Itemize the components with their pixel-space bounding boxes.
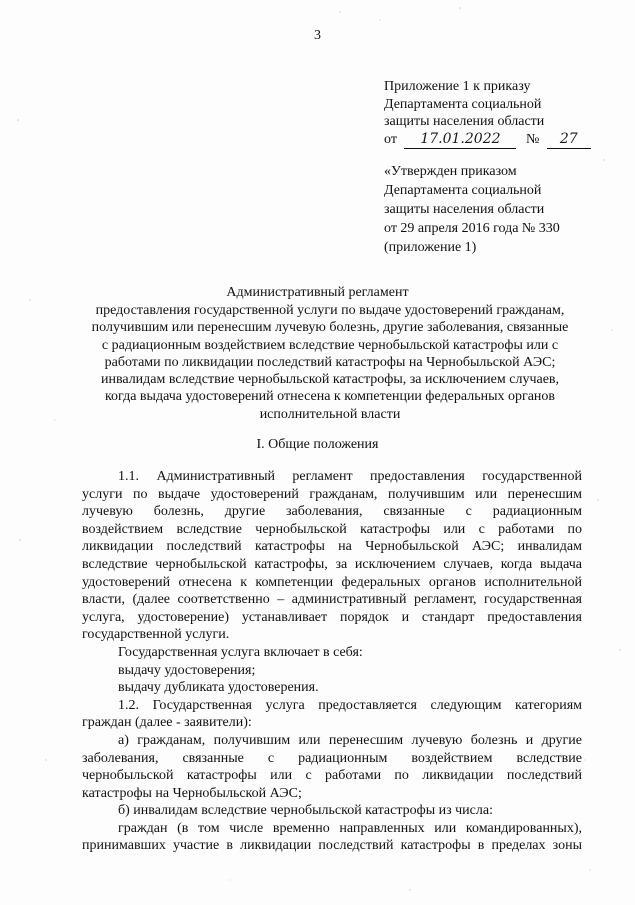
approved-line-5: (приложение 1) <box>384 240 477 255</box>
body-line: 1.1. Административный регламент предоставления государственной <box>118 469 582 484</box>
body-line: граждан (далее - заявители): <box>82 715 252 731</box>
approved-line-4: от 29 апреля 2016 года № 330 <box>384 221 560 236</box>
body-line: Государственная услуга включает в себя: <box>118 644 363 660</box>
approved-line-3: защиты населения области <box>384 202 545 217</box>
body-line: граждан (в том числе временно направленных или командированных), <box>118 820 582 836</box>
approved-line-2: Департамента социальной <box>384 183 542 198</box>
approved-line-1: «Утвержден приказом <box>384 164 517 179</box>
body-line: 1.2. Государственная услуга предоставляется следующим категориям <box>118 697 582 713</box>
annex-line-1: Приложение 1 к приказу <box>384 79 531 94</box>
body-line: вследствие чернобыльской катастрофы, за исключением случаев, когда выдача <box>82 556 582 572</box>
body-line: воздействием вследствие чернобыльской катастрофы или с работами по <box>82 521 582 537</box>
body-line: принимавших участие в ликвидации последствий катастрофы в пределах зоны <box>82 838 582 854</box>
body-line: услуги по выдаче удостоверений гражданам, получившим или перенесшим <box>82 486 582 502</box>
body-line: власти, (далее соответственно – административный регламент, государственная <box>82 592 582 608</box>
annex-line-2: Департамента социальной <box>384 96 542 112</box>
annex-date-line <box>384 131 624 150</box>
body-line: выдачу удостоверения; <box>118 662 256 678</box>
subtitle-line: исполнительной власти <box>259 406 401 422</box>
body-line: катастрофы на Чернобыльской АЭС; <box>82 785 302 801</box>
annex-block <box>384 78 624 149</box>
subtitle-line: получившим или перенесшим лучевую болезнь, другие заболевания, связанные <box>91 320 569 336</box>
annex-date-value: 17.01.2022 <box>404 131 516 150</box>
annex-date-prefix: от <box>384 131 397 147</box>
subtitle-line: когда выдача удостоверений отнесена к компетенции федеральных органов <box>104 389 556 405</box>
approved-by-block <box>384 162 624 257</box>
body-line: а) гражданам, получившим или перенесшим лучевую болезнь и другие <box>118 732 582 748</box>
page-number: 3 <box>314 28 321 43</box>
body-line: чернобыльской катастрофы или с работами по ликвидации последствий <box>82 768 582 784</box>
subtitle-line: с радиационным воздействием вследствие чернобыльской катастрофы или с <box>101 337 559 353</box>
annex-number-value: 27 <box>547 131 591 150</box>
annex-number-prefix: № <box>525 131 540 147</box>
body-line: заболевания, связанные с радиационным воздействием вследствие <box>82 750 582 766</box>
body-line: государственной услуги. <box>82 627 230 643</box>
body-text <box>82 468 582 855</box>
body-line: лучевую болезнь, другие заболевания, связанные с радиационным <box>82 504 582 520</box>
section-heading: I. Общие положения <box>256 437 379 452</box>
document-subtitle <box>70 302 590 423</box>
body-line: удостоверений отнесена к компетенции федеральных органов исполнительной <box>82 574 582 590</box>
body-line: ликвидации последствий катастрофы на Чернобыльской АЭС; инвалидам <box>82 539 582 555</box>
annex-line-3: защиты населения области <box>384 114 545 129</box>
document-title: Административный регламент <box>226 285 409 300</box>
subtitle-line: предоставления государственной услуги по выдаче удостоверений гражданам, <box>95 303 565 318</box>
subtitle-line: инвалидам вследствие чернобыльской катастрофы, за исключением случаев, <box>100 372 560 388</box>
subtitle-line: работами по ликвидации последствий катастрофы на Чернобыльской АЭС; <box>104 354 556 370</box>
body-line: услуга, удостоверение) устанавливает порядок и стандарт предоставления <box>82 609 582 625</box>
body-line: выдачу дубликата удостоверения. <box>118 680 319 696</box>
body-line: б) инвалидам вследствие чернобыльской катастрофы из числа: <box>118 803 493 819</box>
